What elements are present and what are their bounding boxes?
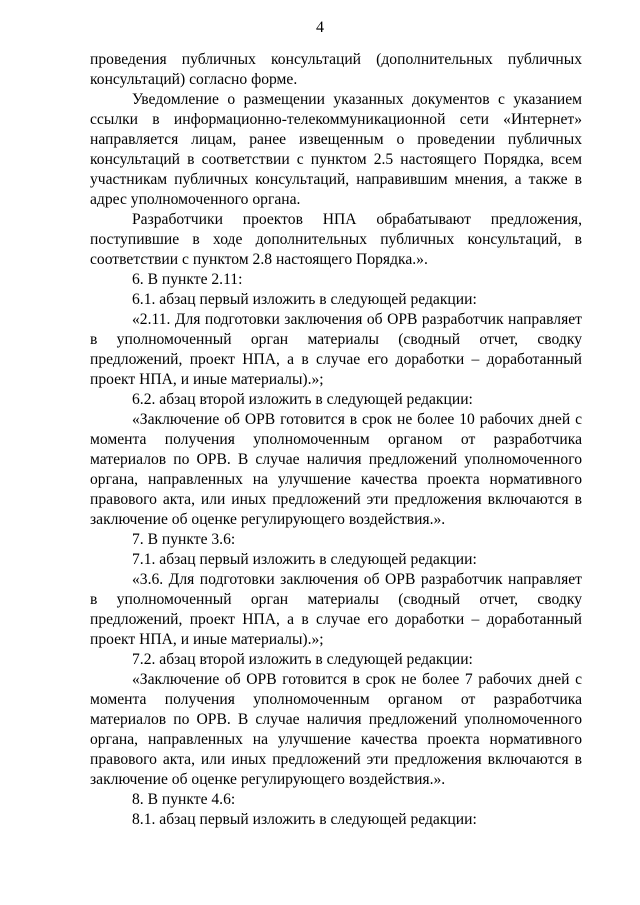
item-6-1-text: «2.11. Для подготовки заключения об ОРВ разработчик направляет в уполномоченный орган материалы (сводный отчет, сводку предложений, проект НПА, а в случае его доработки – доработанный проект НПА, и иные материалы).»; bbox=[90, 311, 582, 388]
item-7-1-text: «3.6. Для подготовки заключения об ОРВ разработчик направляет в уполномоченный орган материалы (сводный отчет, сводку предложений, проект НПА, а в случае его доработки – доработанный проект НПА, и иные материалы).»; bbox=[90, 571, 582, 648]
paragraph-continuation: проведения публичных консультаций (дополнительных публичных консультаций) согласно форме. bbox=[90, 51, 582, 88]
paragraph-developers: Разработчики проектов НПА обрабатывают предложения, поступившие в ходе дополнительных публичных консультаций, в соответствии с пунктом 2.8 настоящего Порядка.». bbox=[90, 211, 582, 268]
item-8-heading: 8. В пункте 4.6: bbox=[132, 791, 236, 808]
page-number: 4 bbox=[316, 19, 324, 36]
item-8-1: 8.1. абзац первый изложить в следующей редакции: bbox=[132, 811, 477, 828]
item-7-2-text: «Заключение об ОРВ готовится в срок не более 7 рабочих дней с момента получения уполномоченным органом от разработчика материалов по ОРВ. В случае наличия предложений уполномоченного органа, направленных на улучшение качества проекта нормативного правового акта, или иных предложений эти предложения включаются в заключение об оценке регулирующего воздействия.». bbox=[90, 671, 582, 788]
item-7-heading: 7. В пункте 3.6: bbox=[132, 531, 236, 548]
item-6-2: 6.2. абзац второй изложить в следующей редакции: bbox=[132, 391, 473, 408]
item-6-2-text: «Заключение об ОРВ готовится в срок не более 10 рабочих дней с момента получения уполномоченным органом от разработчика материалов по ОРВ. В случае наличия предложений уполномоченного органа, направленных на улучшение качества проекта нормативного правового акта, или иных предложений эти предложения включаются в заключение об оценке регулирующего воздействия.». bbox=[90, 411, 582, 528]
item-7-2: 7.2. абзац второй изложить в следующей редакции: bbox=[132, 651, 473, 668]
item-6-1: 6.1. абзац первый изложить в следующей редакции: bbox=[132, 291, 477, 308]
item-6-heading: 6. В пункте 2.11: bbox=[132, 271, 243, 288]
paragraph-notification: Уведомление о размещении указанных документов с указанием ссылки в информационно-телекоммуникационной сети «Интернет» направляется лицам, ранее извещенным о проведении публичных консультаций в соответствии с пунктом 2.5 настоящего Порядка, всем участникам публичных консультаций, направившим мнения, а также в адрес уполномоченного органа. bbox=[90, 91, 582, 208]
item-7-1: 7.1. абзац первый изложить в следующей редакции: bbox=[132, 551, 477, 568]
